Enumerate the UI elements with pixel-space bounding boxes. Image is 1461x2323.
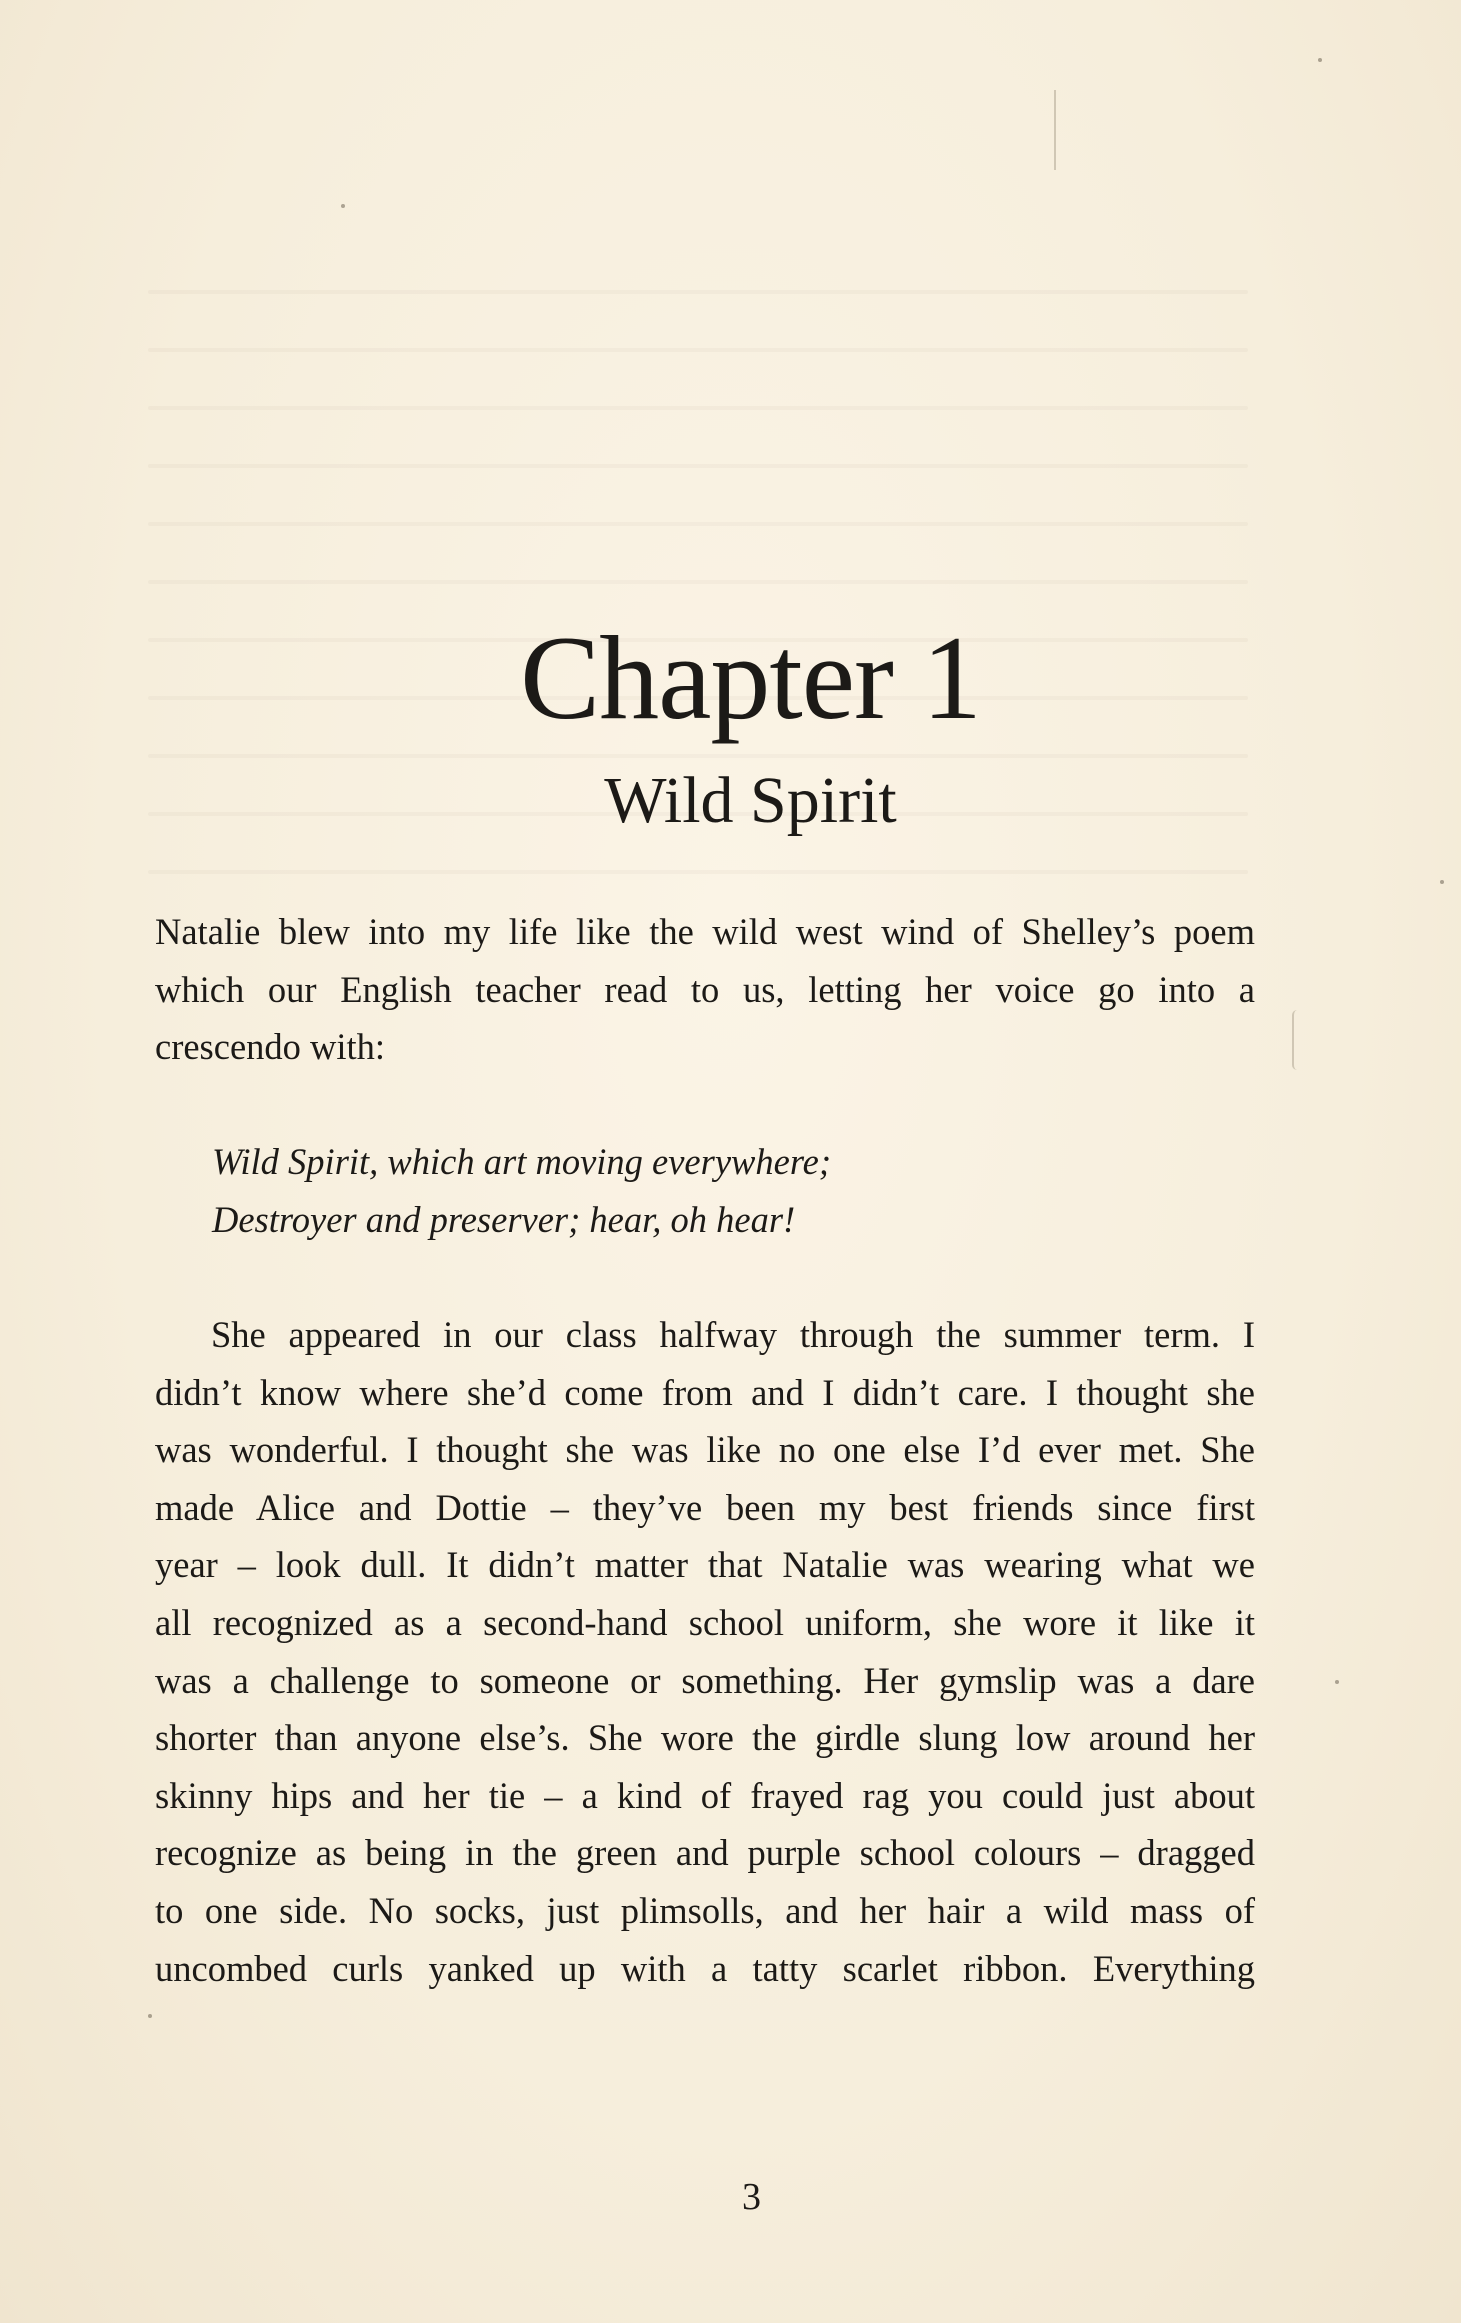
bleed-through-line — [148, 290, 1248, 294]
bleed-through-line — [148, 464, 1248, 468]
text-line: was a challenge to someone or something. Her gymslip was a dare — [155, 1659, 1255, 1701]
chapter-number-heading: Chapter 1 — [520, 611, 981, 744]
page-speck — [1440, 880, 1444, 884]
text-line: to one side. No socks, just plimsolls, and her hair a wild mass of — [155, 1889, 1255, 1931]
page-mark — [1054, 90, 1056, 170]
bleed-through-line — [148, 754, 1248, 758]
body-paragraph — [155, 1306, 1255, 1997]
text-line: She appeared in our class halfway through the summer term. I — [211, 1314, 1255, 1355]
verse-line: Destroyer and preserver; hear, oh hear! — [212, 1198, 796, 1240]
text-line: didn’t know where she’d come from and I didn’t care. I thought she — [155, 1371, 1255, 1413]
poem-quotation — [212, 1133, 831, 1248]
text-line: made Alice and Dottie – they’ve been my best friends since first — [155, 1486, 1255, 1528]
text-line: Natalie blew into my life like the wild west wind of Shelley’s poem — [155, 911, 1255, 952]
body-paragraph — [155, 903, 1255, 1076]
verse-line: Wild Spirit, which art moving everywhere; — [212, 1141, 832, 1182]
bleed-through-line — [148, 348, 1248, 352]
chapter-title-heading: Wild Spirit — [604, 764, 897, 837]
page-speck — [1335, 1680, 1339, 1684]
text-line: skinny hips and her tie – a kind of frayed rag you could just about — [155, 1774, 1255, 1816]
text-line: was wonderful. I thought she was like no one else I’d ever met. She — [155, 1429, 1255, 1471]
bleed-through-line — [148, 406, 1248, 410]
bleed-through-line — [148, 580, 1248, 584]
page-number: 3 — [742, 2176, 761, 2218]
text-line: all recognized as a second-hand school uniform, she wore it like it — [155, 1601, 1255, 1643]
text-line: uncombed curls yanked up with a tatty scarlet ribbon. Everything — [155, 1947, 1255, 1989]
page-speck — [1318, 58, 1322, 62]
text-line: shorter than anyone else’s. She wore the girdle slung low around her — [155, 1717, 1255, 1759]
bleed-through-line — [148, 870, 1248, 874]
page-speck — [148, 2014, 152, 2018]
text-line: which our English teacher read to us, letting her voice go into a — [155, 968, 1255, 1010]
text-line: year – look dull. It didn’t matter that Natalie was wearing what we — [155, 1544, 1255, 1586]
bleed-through-line — [148, 522, 1248, 526]
page-mark — [1292, 1010, 1297, 1070]
text-line: recognize as being in the green and purple school colours – dragged — [155, 1832, 1255, 1874]
text-line: crescendo with: — [155, 1026, 386, 1068]
page-speck — [341, 204, 345, 208]
